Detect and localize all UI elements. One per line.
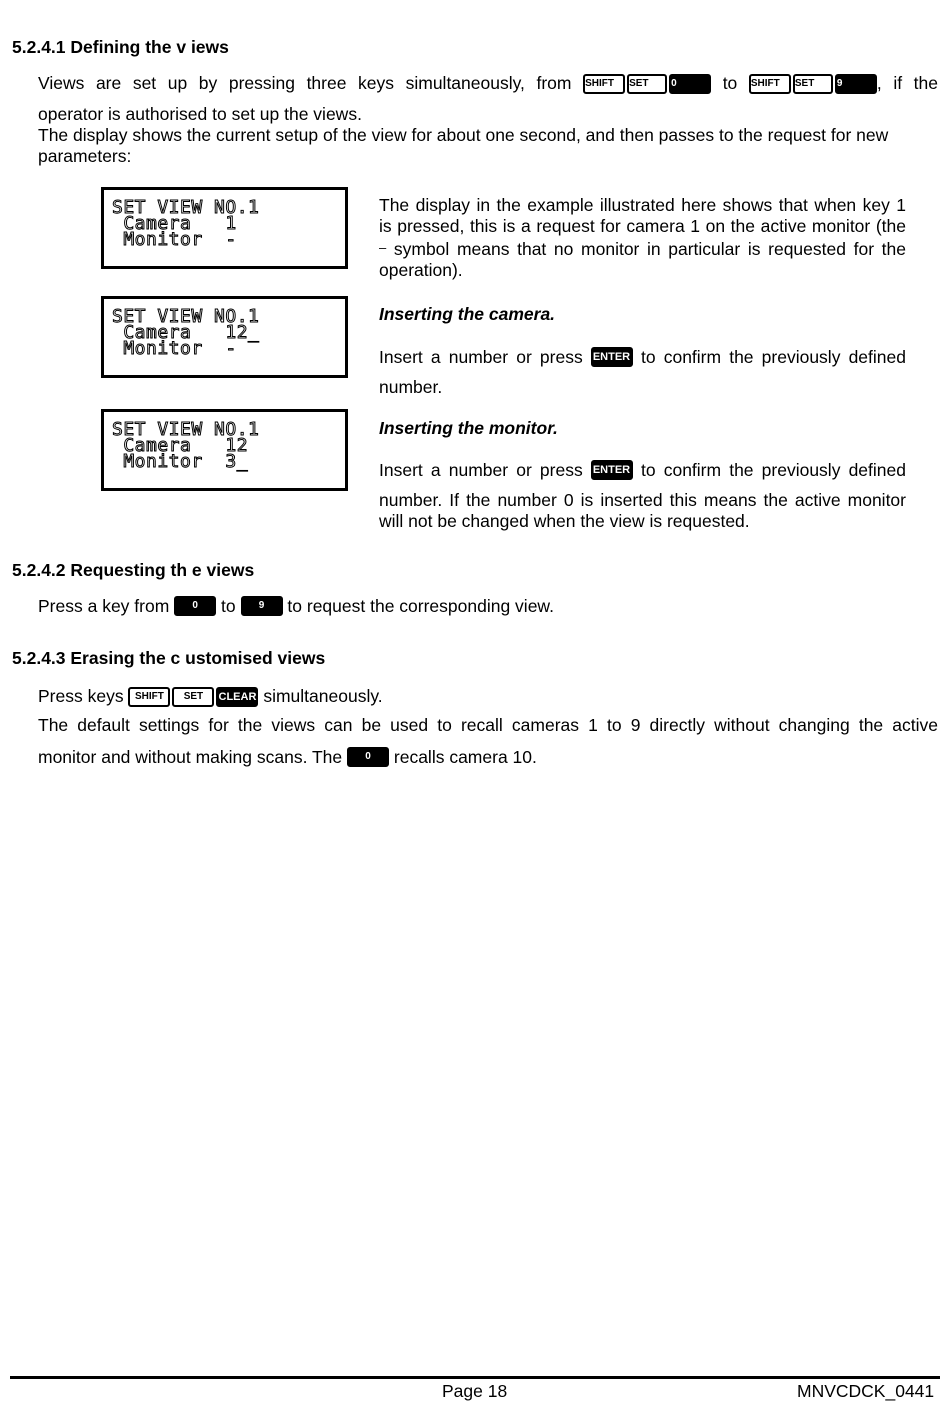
lcd-display-2: [101, 296, 348, 378]
dash-symbol: –: [379, 240, 387, 255]
lcd-display-1: [101, 187, 348, 269]
key-combo-shift-set-0: [583, 74, 711, 95]
default-text-b: recalls camera 10.: [393, 747, 537, 767]
key-combo-shift-set-clear: [128, 687, 258, 708]
camera-instruction: [379, 347, 906, 368]
lcd-line: Camera 1: [112, 213, 237, 234]
section-heading-erasing-views: 5.2.4.3 Erasing the c ustomised views: [12, 648, 326, 668]
zero-key-icon: 0: [174, 596, 216, 616]
lcd-display-3: [101, 409, 348, 491]
inserting-camera-heading: Inserting the camera.: [379, 304, 556, 324]
lcd-line: SET VIEW NO.1: [112, 419, 260, 440]
requesting-text-b: to: [221, 596, 236, 616]
footer-divider: [10, 1376, 940, 1379]
nine-key-icon: 9: [241, 596, 283, 616]
intro-text-to: to: [722, 73, 738, 93]
lcd-line: Camera 12_: [112, 322, 260, 343]
section-heading-requesting-views: 5.2.4.2 Requesting th e views: [12, 560, 255, 580]
example-text-a: The display in the example illustrated here shows that when key 1 is pressed, this is a request for camera 1 on the active monitor (the: [379, 195, 906, 236]
erasing-text-a: Press keys: [38, 686, 124, 706]
key-combo-shift-set-9: [749, 74, 877, 95]
requesting-text-a: Press a key from: [38, 596, 170, 616]
monitor-text-b: to confirm the previously defined: [640, 460, 906, 480]
enter-key-icon: ENTER: [591, 460, 633, 480]
monitor-text-c: number. If the number 0 is inserted this means the active monitor will not be changed when the view is requested.: [379, 490, 906, 531]
monitor-text-a: Insert a number or press: [379, 460, 583, 480]
set-key-icon: SET: [172, 687, 214, 707]
requesting-paragraph: [38, 596, 554, 617]
lcd-line: SET VIEW NO.1: [112, 306, 260, 327]
lcd-line: Monitor -: [112, 338, 237, 359]
monitor-instruction: [379, 460, 906, 481]
lcd-line: Camera 12: [112, 435, 249, 456]
example-description: [379, 195, 906, 281]
intro-text-from: Views are set up by pressing three keys simultaneously, from: [38, 73, 572, 93]
requesting-text-c: to request the corresponding view.: [287, 596, 554, 616]
set-key-icon: SET: [627, 74, 667, 94]
erasing-text-b: simultaneously.: [263, 686, 383, 706]
page-number: Page 18: [442, 1381, 508, 1401]
erasing-paragraph: [38, 686, 383, 708]
shift-key-icon: SHIFT: [128, 687, 170, 707]
intro-text-if-the: , if the: [876, 73, 938, 93]
camera-text-number: number.: [379, 377, 443, 397]
intro-paragraph-2: The display shows the current setup of the view for about one second, and then passes to the request for new parameters:: [38, 125, 889, 166]
camera-text-a: Insert a number or press: [379, 347, 583, 367]
camera-text-b: to confirm the previously defined: [640, 347, 906, 367]
set-key-icon: SET: [793, 74, 833, 94]
section-heading-defining-views: 5.2.4.1 Defining the v iews: [12, 37, 229, 57]
lcd-line: SET VIEW NO.1: [112, 197, 260, 218]
zero-key-icon: 0: [347, 747, 389, 767]
zero-key-icon: 0: [669, 74, 711, 94]
default-settings-line2: [38, 747, 537, 768]
enter-key-icon: ENTER: [591, 347, 633, 367]
inserting-monitor-heading: Inserting the monitor.: [379, 418, 558, 438]
lcd-line: Monitor -: [112, 229, 237, 250]
shift-key-icon: SHIFT: [583, 74, 625, 94]
lcd-line: Monitor 3_: [112, 451, 249, 472]
clear-key-icon: CLEAR: [216, 687, 258, 707]
intro-paragraph-line1: [38, 73, 938, 95]
default-settings-line1: The default settings for the views can be used to recall cameras 1 to 9 directly without changing the active: [38, 715, 938, 735]
default-text-a: monitor and without making scans. The: [38, 747, 343, 767]
document-code: MNVCDCK_0441: [797, 1381, 935, 1401]
nine-key-icon: 9: [835, 74, 877, 94]
intro-paragraph-line2: operator is authorised to set up the views.: [38, 104, 362, 124]
shift-key-icon: SHIFT: [749, 74, 791, 94]
example-text-b: symbol means that no monitor in particular is requested for the operation).: [379, 239, 906, 280]
